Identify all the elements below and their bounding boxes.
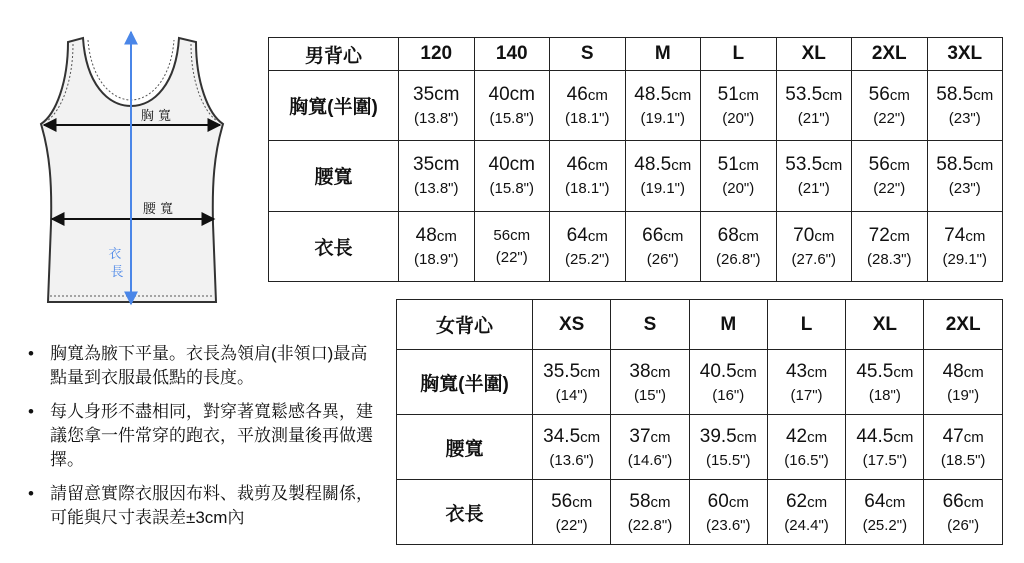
women-size-cell (846, 480, 924, 545)
cm-unit: cm (963, 493, 984, 511)
cm-value: 53.5 (785, 84, 823, 106)
inch-value: (17") (790, 386, 823, 404)
inch-value: (17.5") (862, 451, 908, 469)
inch-value: (19.1") (640, 110, 685, 128)
cm-value: 48 (942, 360, 964, 382)
inch-value: (18.1") (564, 110, 610, 128)
inch-value: (18.1") (564, 180, 610, 198)
cm-unit: cm (889, 157, 910, 175)
inch-value: (25.2") (862, 516, 908, 534)
men-size-cell (776, 71, 852, 141)
inch-value: (22") (555, 516, 588, 534)
cm-unit: cm (434, 154, 460, 176)
cm-unit: cm (671, 157, 692, 175)
cm-unit: cm (807, 363, 828, 381)
men-title: 男背心 (269, 38, 399, 71)
men-size-cell (776, 141, 852, 211)
women-size-cell (689, 480, 767, 545)
inch-value: (18.9") (413, 250, 459, 268)
women-size-header: M (689, 300, 767, 350)
women-size-cell (611, 415, 689, 480)
men-size-cell (852, 141, 928, 211)
cm-value: 62 (785, 490, 808, 512)
cm-value: 56 (868, 84, 890, 106)
cm-value: 53.5 (785, 154, 823, 176)
cm-unit: cm (572, 493, 593, 511)
cm-unit: cm (738, 157, 759, 175)
women-size-cell (533, 480, 611, 545)
women-size-header: 2XL (924, 300, 1002, 350)
cm-value: 66 (942, 490, 964, 512)
cm-value: 48.5 (634, 154, 672, 176)
inch-value: (22") (873, 110, 906, 128)
note-text: 每人身形不盡相同，對穿著寬鬆感各異，建議您拿一件常穿的跑衣，平放測量後再做選擇。 (50, 402, 373, 469)
men-size-cell (701, 71, 777, 141)
women-size-cell (767, 350, 845, 415)
women-size-cell (924, 350, 1002, 415)
men-size-cell (474, 141, 550, 211)
women-row-label: 衣長 (397, 480, 533, 545)
note-item (22, 400, 382, 472)
inch-value: (15") (633, 386, 666, 404)
inch-value: (20") (722, 110, 755, 128)
cm-value: 46 (566, 154, 588, 176)
cm-unit: cm (963, 363, 984, 381)
cm-value: 64 (864, 490, 886, 512)
cm-unit: cm (650, 363, 671, 381)
men-size-header: XL (776, 38, 852, 71)
cm-unit: cm (587, 87, 608, 105)
note-text: 請留意實際衣服因布料、裁剪及製程關係，可能與尺寸表誤差±3cm內 (50, 484, 373, 527)
women-measurement-row (397, 415, 1003, 480)
cm-unit: cm (663, 227, 684, 245)
cm-value: 64 (566, 224, 588, 246)
inch-value: (18") (868, 386, 901, 404)
cm-unit: cm (580, 428, 601, 446)
cm-value: 60 (707, 490, 729, 512)
cm-value: 70 (793, 224, 815, 246)
men-size-cell (852, 211, 928, 281)
women-row-label: 腰寬 (397, 415, 533, 480)
inch-value: (14") (555, 386, 588, 404)
inch-value: (22") (873, 180, 906, 198)
cm-unit: cm (738, 227, 759, 245)
inch-value: (16.5") (784, 451, 829, 469)
cm-unit: cm (728, 493, 749, 511)
inch-value: (25.2") (564, 250, 610, 268)
men-measurement-row (269, 71, 1003, 141)
cm-value: 35.5 (543, 360, 581, 382)
men-size-cell (927, 211, 1003, 281)
cm-value: 58 (629, 490, 651, 512)
cm-value: 40 (488, 84, 510, 106)
chest-label: 胸 寬 (140, 109, 172, 124)
men-size-header: 140 (474, 38, 550, 71)
inch-value: (23") (948, 110, 981, 128)
women-size-cell (533, 350, 611, 415)
cm-unit: cm (671, 87, 692, 105)
women-size-header: L (767, 300, 845, 350)
cm-unit: cm (973, 157, 994, 175)
cm-value: 56 (868, 154, 890, 176)
men-size-header: S (550, 38, 626, 71)
women-size-cell (846, 350, 924, 415)
cm-value: 51 (717, 84, 739, 106)
cm-value: 72 (868, 224, 890, 246)
cm-value: 37 (629, 425, 651, 447)
cm-unit: cm (889, 87, 910, 105)
cm-value: 40.5 (699, 360, 737, 382)
women-size-table (396, 299, 1003, 545)
cm-unit: cm (650, 493, 671, 511)
men-size-header: M (625, 38, 701, 71)
men-header-row (269, 38, 1003, 71)
bullet-icon: • (28, 402, 34, 421)
men-row-label: 衣長 (269, 211, 399, 281)
men-measurement-row (269, 211, 1003, 281)
cm-value: 51 (717, 154, 739, 176)
cm-unit: cm (434, 84, 460, 106)
cm-value: 45.5 (856, 360, 894, 382)
women-size-cell (611, 480, 689, 545)
cm-value: 47 (942, 425, 964, 447)
note-item (22, 482, 382, 530)
women-size-cell (533, 415, 611, 480)
inch-value: (16") (712, 386, 745, 404)
tank-top-diagram (28, 24, 238, 324)
inch-value: (20") (722, 180, 755, 198)
inch-value: (18.5") (940, 451, 986, 469)
men-size-cell (625, 141, 701, 211)
cm-value: 35 (413, 154, 435, 176)
inch-value: (24.4") (784, 516, 829, 534)
men-size-cell (399, 71, 475, 141)
men-size-cell (399, 141, 475, 211)
inch-value: (28.3") (866, 250, 912, 268)
men-size-cell (474, 71, 550, 141)
inch-value: (13.8") (413, 180, 459, 198)
inch-value: (27.6") (791, 250, 836, 268)
cm-unit: cm (822, 157, 843, 175)
men-size-cell (399, 211, 475, 281)
inch-value: (19.1") (640, 180, 685, 198)
measurement-notes (22, 342, 382, 540)
cm-value: 58.5 (936, 154, 974, 176)
men-size-header: 120 (399, 38, 475, 71)
cm-value: 38 (629, 360, 651, 382)
bullet-icon: • (28, 484, 34, 503)
inch-value: (15.5") (705, 451, 751, 469)
men-size-cell (852, 71, 928, 141)
men-size-cell (701, 141, 777, 211)
men-size-cell (776, 211, 852, 281)
inch-value: (26.8") (715, 250, 761, 268)
men-size-cell (474, 211, 550, 281)
cm-unit: cm (893, 363, 914, 381)
inch-value: (19") (947, 386, 980, 404)
cm-unit: cm (807, 428, 828, 446)
cm-value: 66 (642, 224, 664, 246)
men-row-label: 腰寬 (269, 141, 399, 211)
cm-value: 74 (944, 224, 966, 246)
women-size-cell (689, 415, 767, 480)
inch-value: (26") (947, 516, 980, 534)
women-size-header: XS (533, 300, 611, 350)
men-size-header: L (701, 38, 777, 71)
men-size-header: 3XL (927, 38, 1003, 71)
cm-value: 48.5 (634, 84, 672, 106)
cm-value: 48 (415, 224, 437, 246)
cm-value: 34.5 (543, 425, 581, 447)
cm-unit: cm (822, 87, 843, 105)
inch-value: (22.8") (627, 516, 673, 534)
inch-value: (13.8") (413, 110, 459, 128)
cm-unit: cm (963, 428, 984, 446)
women-size-cell (846, 415, 924, 480)
men-size-cell (927, 71, 1003, 141)
women-size-header: XL (846, 300, 924, 350)
women-size-cell (924, 415, 1002, 480)
inch-value: (23") (948, 180, 981, 198)
women-size-cell (924, 480, 1002, 545)
cm-unit: cm (587, 227, 608, 245)
cm-unit: cm (738, 87, 759, 105)
inch-value: (15.8") (489, 110, 534, 128)
inch-value: (29.1") (942, 250, 987, 268)
inch-value: (14.6") (627, 451, 673, 469)
women-measurement-row (397, 480, 1003, 545)
men-row-label: 胸寬(半圍) (269, 71, 399, 141)
cm-unit: cm (736, 363, 757, 381)
men-size-header: 2XL (852, 38, 928, 71)
women-header-row (397, 300, 1003, 350)
women-title: 女背心 (397, 300, 533, 350)
men-size-cell (550, 211, 626, 281)
men-measurement-row (269, 141, 1003, 211)
cm-unit: cm (965, 227, 986, 245)
cm-value: 43 (785, 360, 808, 382)
cm-unit: cm (509, 154, 535, 176)
cm-value: 46 (566, 84, 588, 106)
inch-value: (21") (797, 110, 830, 128)
cm-unit: cm (807, 493, 828, 511)
cm-value: 39.5 (699, 425, 737, 447)
cm-value: 56 (551, 490, 573, 512)
women-measurement-row (397, 350, 1003, 415)
cm-value: 44.5 (856, 425, 894, 447)
women-size-cell (767, 480, 845, 545)
note-item (22, 342, 382, 390)
inch-value: (13.6") (549, 451, 594, 469)
women-size-header: S (611, 300, 689, 350)
cm-unit: cm (736, 428, 757, 446)
waist-label: 腰 寬 (142, 202, 174, 217)
cm-unit: cm (650, 428, 671, 446)
inch-value: (15.8") (489, 180, 534, 198)
cm-value: 68 (717, 224, 739, 246)
women-size-cell (767, 415, 845, 480)
inch-value: (21") (797, 180, 830, 198)
men-size-cell (625, 211, 701, 281)
cm-unit: cm (510, 226, 531, 244)
inch-value: (23.6") (705, 516, 751, 534)
bullet-icon: • (28, 344, 34, 363)
cm-value: 58.5 (936, 84, 974, 106)
cm-unit: cm (509, 84, 535, 106)
men-size-cell (550, 141, 626, 211)
cm-unit: cm (973, 87, 994, 105)
cm-value: 42 (785, 425, 808, 447)
cm-unit: cm (587, 157, 608, 175)
cm-unit: cm (814, 227, 835, 245)
men-size-table (268, 37, 1003, 282)
men-size-cell (625, 71, 701, 141)
cm-unit: cm (893, 428, 914, 446)
inch-value: (26") (646, 250, 679, 268)
cm-value: 56 (493, 226, 511, 244)
cm-unit: cm (436, 227, 457, 245)
women-size-cell (611, 350, 689, 415)
length-label: 衣 長 (108, 247, 124, 280)
women-size-cell (689, 350, 767, 415)
cm-unit: cm (889, 227, 910, 245)
women-row-label: 胸寬(半圍) (397, 350, 533, 415)
men-size-cell (701, 211, 777, 281)
cm-value: 35 (413, 84, 435, 106)
men-size-cell (550, 71, 626, 141)
cm-value: 40 (488, 154, 510, 176)
men-size-cell (927, 141, 1003, 211)
note-text: 胸寬為腋下平量。衣長為領肩(非領口)最高點量到衣服最低點的長度。 (50, 344, 368, 387)
cm-unit: cm (885, 493, 906, 511)
inch-value: (22") (495, 248, 528, 266)
cm-unit: cm (580, 363, 601, 381)
